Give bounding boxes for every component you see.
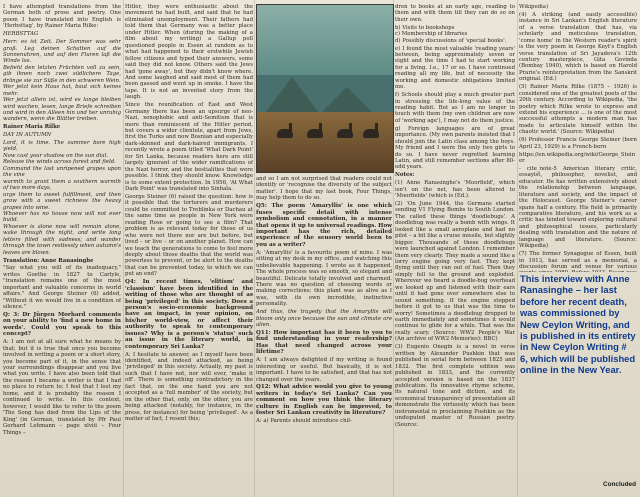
poem-english: Lord, it is time. The summer bore high yield. Now cast your shadow on the sun dial. Release the winds across forest and field. Command the last unripened grapes upon the vine warmth to grant them a southern warmth of two more days, urge them to sweet fulfillment, and then grow with a sweet richness the heavy grapes into wine. Whoever has no house now will not ever build. Whoever is alone now will remain alone, wake through the night, and write long letters filled with sadness; and wander through the town restlessly when autumn's leaves are blown. <box>3 140 121 256</box>
question: Q12: What advice would you give to young writers in today's Sri Lanka? Can you comment on how you think the literary culture in English can be improved, to foster Sri Lankan creativity in literature? <box>256 384 392 417</box>
paragraph: and so I am not surprised that readers could not identify or 'recognise the diversity of the subject matter'. I hope that my last book, Four Things, may help them to do so. <box>256 176 392 202</box>
answer: A: 'Amaryllis' is a favourite poem of mine. I was sitting at my desk in my office, and watching this unbelievable happening. I wrote as it happened. The whole process was so smooth, so elegant and beautiful. Delicate totally involved and charmed. There was no question of choosing words or making corrections: this plant was as alive as I was, with its own incredible, instinctive personality. <box>256 249 392 308</box>
list: b) Visits to bookshops c) Membership of libraries d) Possibly discussions of 'special books'. <box>395 24 507 44</box>
camel-silhouette <box>277 129 293 138</box>
paragraph: dren to books at an early age, reading to them and with them till they can do so on their own. <box>395 4 515 23</box>
paragraph: f) Schools should play a much greater part in stressing the life-long value of the reading habit. But as I am no longer in touch with them (my own children are now of 'working age'), I may not do them justice. <box>395 92 515 124</box>
question: Q4: In recent times, 'elitism' and 'classism' have been identified in the writing of those who are thought of as being 'privileged' in this society. Does a person's socio-economic background have an impact, in your opinion, on his/her world-view, or affect their authority to speak to contemporary issues? Why is a person's 'status' such an issue in the literary world, in contemporary Sri Lanka? <box>125 279 253 350</box>
poem-author: Rainer Maria Rilke <box>3 124 61 131</box>
column-2 <box>125 4 253 495</box>
poem-title: HERBSTTAG <box>3 31 39 38</box>
poem-excerpt: And thus, the tragedy that the Amaryllis will bloom only once because the sun and climate are alien. <box>256 309 392 329</box>
note-url[interactable]: https://en.wikipedia.org/wiki/George_Steiner <box>519 151 636 164</box>
translation-credit: Translation: Anne Ranasinghe <box>3 257 94 264</box>
notes-heading: Notes: <box>395 172 415 179</box>
caption-text: This interview with Anne Ranasinghe – her last before her recent death, was commissioned by New Ceylon Writing, and is published in its entirety in New Ceylon Writing # 6, which will be published online in the New Year. <box>520 273 636 376</box>
column-3 <box>256 176 392 492</box>
column-1 <box>3 4 121 495</box>
note: (7) The former Synagogue of Essen, built in 1913, has served as a memorial, a discussion forum and venue for various <box>519 251 637 271</box>
paragraph: e) I found the most valuable 'reading years' between, being approximately seven or eight and the time I had to start working for a living. I.e., 17 or so. I have continued reading all my life, but of necessity the working and domestic obligations limited me. <box>395 45 515 91</box>
camel-silhouette <box>307 129 323 138</box>
column-divider <box>517 0 518 497</box>
column-4 <box>395 4 515 495</box>
answer: A: I am always delighted if my writing is found interesting or useful. But basically, it is not important. I have to be satisfied, and that has not changed over the years. <box>256 357 392 383</box>
camel-silhouette <box>337 129 353 138</box>
paragraph: "Say what you will of its inadequacy," writes Goethe in 1827 to Carlyle, "translation remains one of the most important and valuable concerns in world affairs." And George Steiner (6) added, "Without it we would live in a condition of silence." <box>3 265 121 311</box>
poem-german: Herr: es ist Zeit. Der Sommer was sehr groß. Leg deinen Schatten auf die Sonnenuhren, und auf den Fluren laß die Winde los. Befiehl den letzten Früchten voll zu sein, gib ihnen noch zwei südlichere Tage, dränge sie zur Süße in den schweren Wein. Wer jetzt kein Haus hat, baut sich keines mehr. Wer jetzt allein ist, wird es lange bleiben wird wachen, lesen, lange Briefe schreiben und wird in den Alleen hin und her unruhig wandern, wenn die Blätter treiben. <box>3 39 121 123</box>
paragraph: I have attempted translations from the German both of prose and poetry. One poem I have translated into English is 'Herbsttag', by Rainer Maria Rilke: <box>3 4 121 30</box>
note: (4) A striking (and easily accessible) instance in Sri Lankan's English literature of a verse translation that has, via scholarly and meticulous translation, 'come home' in the Western reader's spirit is the very poem in George Keyt's English verse translation of Sri Jayadeva's 12th century masterpiece, Gita Govinda (Bombay 1940), which is based on Harold Prarie's reinterpretation from the Sanskrit original. (Ed.) <box>519 11 637 83</box>
note: (3) Eugenio Onegin is a novel in verse written by Alexander Pushkin that was published in serial form between 1825 and 1832. The first complete edition was published in 1833, and the currently accepted version is based on the 1837 publication. Its innovative rhyme scheme, its natural tone and diction, and its economical transparency of presentation all demonstrate the virtuosity which has been instrumental in proclaiming Pushkin as the undisputed master of Russian poetry. (Source: <box>395 344 515 428</box>
note: (6) Professor Francis George Steiner (born April 23, 1929) is a French-born <box>519 137 637 150</box>
paragraph: Since the reunification of East and West Germany there has been an upsurge of neo-Nazi, xenophobic and anti-Semitism that is more than reminiscent of the Hitler period, but covers a wider clientele, apart from Jews, first the Turks and now Bosnian and especially dark-skinned and dark-haired immigrants. I recently wrote a poem titled 'What Dark Point' for Sri Lanka, because readers here are still largely ignorant of the wider ramifications of the Nazi horror, and the bestialities that were possible. I think they should know. Knowledge is to some extent protection. In 1956, 'At What Dark Point' was translated into Sinhala. <box>125 102 253 193</box>
paragraph: Wikipedia) <box>519 4 549 10</box>
question: Q: 3: Dr Jürgen Morhard comments on your ability to 'find a new home in words'. Could you speak to this concept? <box>3 311 121 338</box>
answer: A: I am not at all sure what he means by that; but it is true that once you become involved in writing a poem or a short story, you become part of it, in the sense that your surroundings disappear and you live what you write. I have also been told that the reason I became a writer is that I had no place to return to; I feel that I lost my home, and it is probably the reason I continued to write. In this context, however, I would like to refer to the poem 'The Song has died from the Lips of the King' (in German, translated by Pfr Paul Gerhard Lehmann – page xlviii – Four Things – <box>3 339 121 436</box>
camel-silhouette <box>363 129 379 138</box>
paragraph: g) Foreign languages are of great importance. (My own parents insisted that I should join the Latin class among the boys. My friend and I were the only two girls to do so. I have never regretted learning Latin, and still remember sections after 80-odd years. <box>395 125 515 171</box>
poem-english-title: DAY IN AUTUMN <box>3 132 52 139</box>
question: Q5: The poem 'Amaryllis' is one which fuses specific detail with intense symbolism and connotation, in a manner that opens it up to universal readings. How important has the rich, detailed experience of the sensory world been to you as a writer? <box>256 203 392 248</box>
note: - cite_note-5 American literary critic, essayist, philosopher, novelist, and educator. He has written extensively about the relationship between language, literature and society, and the impact of the Holocaust. George Steiner's career spans half a century. His field is primarily comparative literature, and his work as a critic has tended toward exploring cultural and philosophical issues, particularly dealing with translation and the nature of language and literature. (Source: Wikipedia) <box>519 165 637 250</box>
concluded-label: Concluded <box>602 481 636 488</box>
column-divider <box>123 0 124 497</box>
paragraph: George Steiner (6) raised the question: how is it possible that the torturers and murderers could be committed to Treblinka or Dachau at the same time as people in New York were reading Rose or going to see a film? That problem is as relevant today for those of us who were not there nor are but before, but lived – or live – or on another planet. How can we teach the generations to come to feel more deeply about those deaths that the world was powerless to prevent, or be alert to the deaths that can be prevented today, to which we can put an end? <box>125 193 253 278</box>
column-divider <box>254 0 255 497</box>
note: (5) Rainer Maria Rilke (1875 – 1926) is considered one of the greatest poets of the 20th century. According to Wikipedia, 'the poetry which Rilke wrote to express and extend his experience ... is one of the most successful attempts a modern man has made to articulate himself within the chaotic world.' (Source: Wikipedia) <box>519 84 637 136</box>
answer: A: a) Parents should introduce chil- <box>256 418 352 425</box>
paragraph: Hitler, they were enthusiastic about the movement he had built, and said that he had eliminated unemployment. Their fathers had told them that Germany was a better place under Hitler. When (during the making of a film about my writing) a Gallup poll questioned people in Essen at random as to what had happened to their erstwhile Jewish fellow citizens and typed their answers, some said they did not know. Others said the Jews had 'gone away', but they didn't know where. And some laughed and said most of them had been gassed and went up in smoke. I have the tape. It is not an invented story from the laugh. <box>125 4 253 101</box>
note: (2) 'On June 1944, the Germans started sending V1 Flying Bombs to South London. The called these things 'doodlebugs'. A doodlebug was really a bomb with wings. It looked like a small aeroplane and had no pilot – a bit like a cruise missile, but slightly bigger. Thousands of these doodlebugs were launched against London. I remember them very clearly. They made a sound like a lorry engine going very fast. They kept flying until they ran out of fuel. Then they simply fell to the ground and exploded. Wherever we heard a doodle-bug overhead we looked up and listened with their ears until it had gone over somewhere else to sound something. If the engine stopped before it got to us that was the time to worry! Sometimes a doodlebug dropped to earth immediately and sometimes it would continue to glide for a while. That was the really scary. (Source: WW2 People's War (An archive of WW2 Memories): BBC) <box>395 200 515 343</box>
interview-caption <box>520 273 637 376</box>
note: (1) Anne Ranasinghe's 'Moorfield', which isn't on the net, has been altered to 'Moorfields' (which is (Ed.). <box>395 180 515 200</box>
answer: A: I hesitate to answer, as I myself have been identified, and indeed attacked, as being 'privileged' in this society. Actually, my past is such that I have not, nor will ever, 'make it off'. There is something contradictory in the fact that, on the one hand you are not accepted as a 'full member' of the society, but on the other that, only, on the other, you are being attacked (notably, for instance, in the press, for instance) for being 'privileged'. As a matter of fact, I resent this; <box>125 351 253 423</box>
desert-camels-photo <box>256 4 394 173</box>
question: Q11: How important has it been to you to find understanding in your readership? Has that need changed across your lifetime? <box>256 329 392 356</box>
column-5 <box>519 4 637 272</box>
